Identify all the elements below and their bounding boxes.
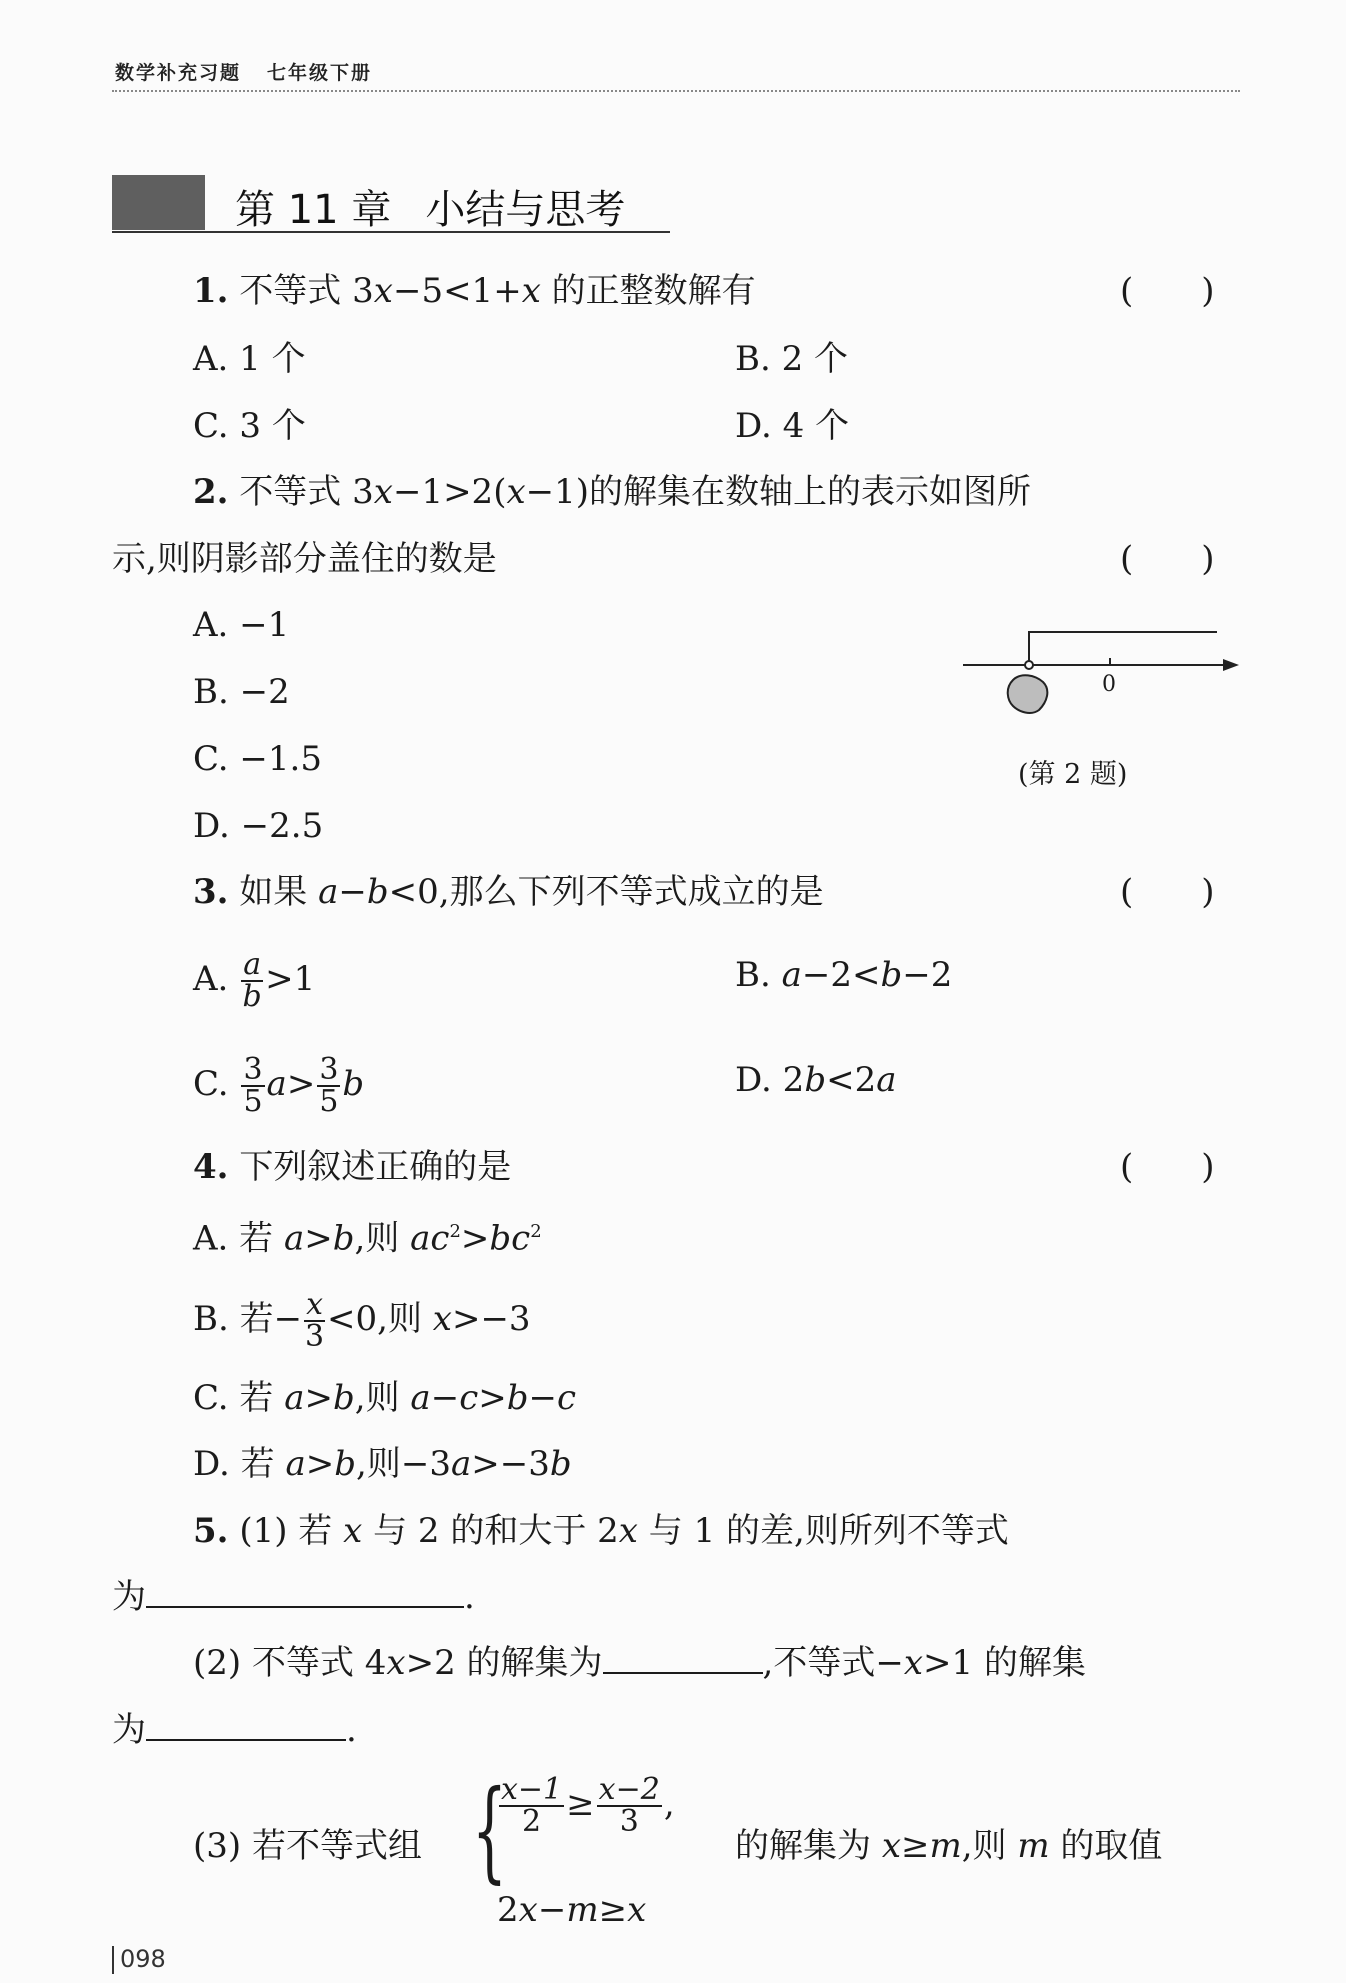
answer-blank[interactable] xyxy=(146,1711,346,1741)
q1-option-c: C. 3 个 xyxy=(193,406,306,446)
q4-option-a: A. 若 a>b,则 $ac^2>bc^2$ xyxy=(193,1218,542,1259)
q4-option-c: C. 若 a>b,则 a−c>b−c xyxy=(193,1378,577,1418)
q4-stem: 4. 下列叙述正确的是 xyxy=(193,1147,512,1187)
header-divider xyxy=(112,90,1240,92)
q2-option-d: D. −2.5 xyxy=(193,806,324,846)
q1-option-b: B. 2 个 xyxy=(735,339,849,379)
q5-system-eq2: 2x−m≥x xyxy=(497,1890,647,1930)
fraction: $\frac{3}{5}$ xyxy=(319,1052,339,1119)
fraction: $\frac{x-1}{2}$ xyxy=(501,1772,563,1839)
answer-blank[interactable] xyxy=(146,1578,464,1608)
axis-zero-label: 0 xyxy=(1102,672,1116,697)
q3-stem: 3. 如果 a−b<0,那么下列不等式成立的是 xyxy=(193,872,824,912)
fraction: $\frac{x}{3}$ xyxy=(305,1287,325,1354)
fraction: $\frac{a}{b}$ xyxy=(242,947,262,1014)
q3-option-d: D. 2b<2a xyxy=(735,1060,897,1100)
q1-stem: 1. 不等式 3x−5<1+x 的正整数解有 xyxy=(193,271,756,311)
chapter-marker-block xyxy=(112,175,205,230)
q3-option-b: B. a−2<b−2 xyxy=(735,955,953,995)
q1-option-a: A. 1 个 xyxy=(193,339,306,379)
q2-answer-paren: ( ) xyxy=(1120,539,1215,579)
q2-option-a: A. −1 xyxy=(193,605,290,645)
q5-part2: (2) 不等式 4x>2 的解集为 ,不等式−x>1 的解集 xyxy=(193,1643,1086,1683)
axis-arrow-icon xyxy=(1223,659,1239,671)
chapter-title: 小结与思考 xyxy=(425,187,626,233)
q2-figure-caption: (第 2 题) xyxy=(1018,759,1128,790)
q2-option-b: B. −2 xyxy=(193,672,290,712)
q3-answer-paren: ( ) xyxy=(1120,872,1215,912)
q2-option-c: C. −1.5 xyxy=(193,739,322,779)
chapter-underline xyxy=(112,231,670,233)
grade-label: 七年级下册 xyxy=(267,62,373,84)
q4-option-b: B. 若− $\frac{x}{3}$ <0,则 x>−3 xyxy=(193,1287,531,1354)
open-circle-endpoint xyxy=(1025,661,1033,669)
q1-option-d: D. 4 个 xyxy=(735,406,850,446)
q2-stem-line2: 示,则阴影部分盖住的数是 xyxy=(112,539,497,579)
q4-answer-paren: ( ) xyxy=(1120,1147,1215,1187)
page-number-bar xyxy=(112,1946,114,1974)
q5-part3-suffix: 的解集为 x≥m,则 m 的取值 xyxy=(735,1826,1163,1866)
running-header xyxy=(115,58,372,85)
q5-part2-line2: 为 . xyxy=(112,1710,357,1750)
left-brace-icon: { xyxy=(472,1766,507,1894)
q5-system-eq1: $\frac{x-1}{2}$ ≥ $\frac{x-2}{3}$ , xyxy=(501,1772,675,1839)
q4-option-d: D. 若 a>b,则−3a>−3b xyxy=(193,1444,572,1484)
solution-ray xyxy=(1029,632,1217,665)
page-number: 098 xyxy=(120,1945,166,1973)
book-title: 数学补充习题 xyxy=(115,62,242,84)
q2-number-line-figure xyxy=(955,620,1245,730)
ink-blot-icon xyxy=(1008,675,1048,713)
q5-part3-prefix: (3) 若不等式组 xyxy=(193,1826,422,1866)
chapter-label: 第 11 章 xyxy=(235,187,392,233)
q3-option-a: A. $\frac{a}{b}$ >1 xyxy=(193,947,316,1014)
q2-stem: 2. 不等式 3x−1>2(x−1)的解集在数轴上的表示如图所 xyxy=(193,472,1032,512)
q5-part1: 5. (1) 若 x 与 2 的和大于 2x 与 1 的差,则所列不等式 xyxy=(193,1511,1009,1551)
chapter-heading xyxy=(235,178,625,235)
q3-option-c: C. $\frac{3}{5}$ a> $\frac{3}{5}$ b xyxy=(193,1052,365,1119)
answer-blank[interactable] xyxy=(603,1644,763,1674)
q1-answer-paren: ( ) xyxy=(1120,271,1215,311)
fraction: $\frac{x-2}{3}$ xyxy=(598,1772,660,1839)
fraction: $\frac{3}{5}$ xyxy=(243,1052,263,1119)
q5-part1-line2: 为 . xyxy=(112,1577,475,1617)
